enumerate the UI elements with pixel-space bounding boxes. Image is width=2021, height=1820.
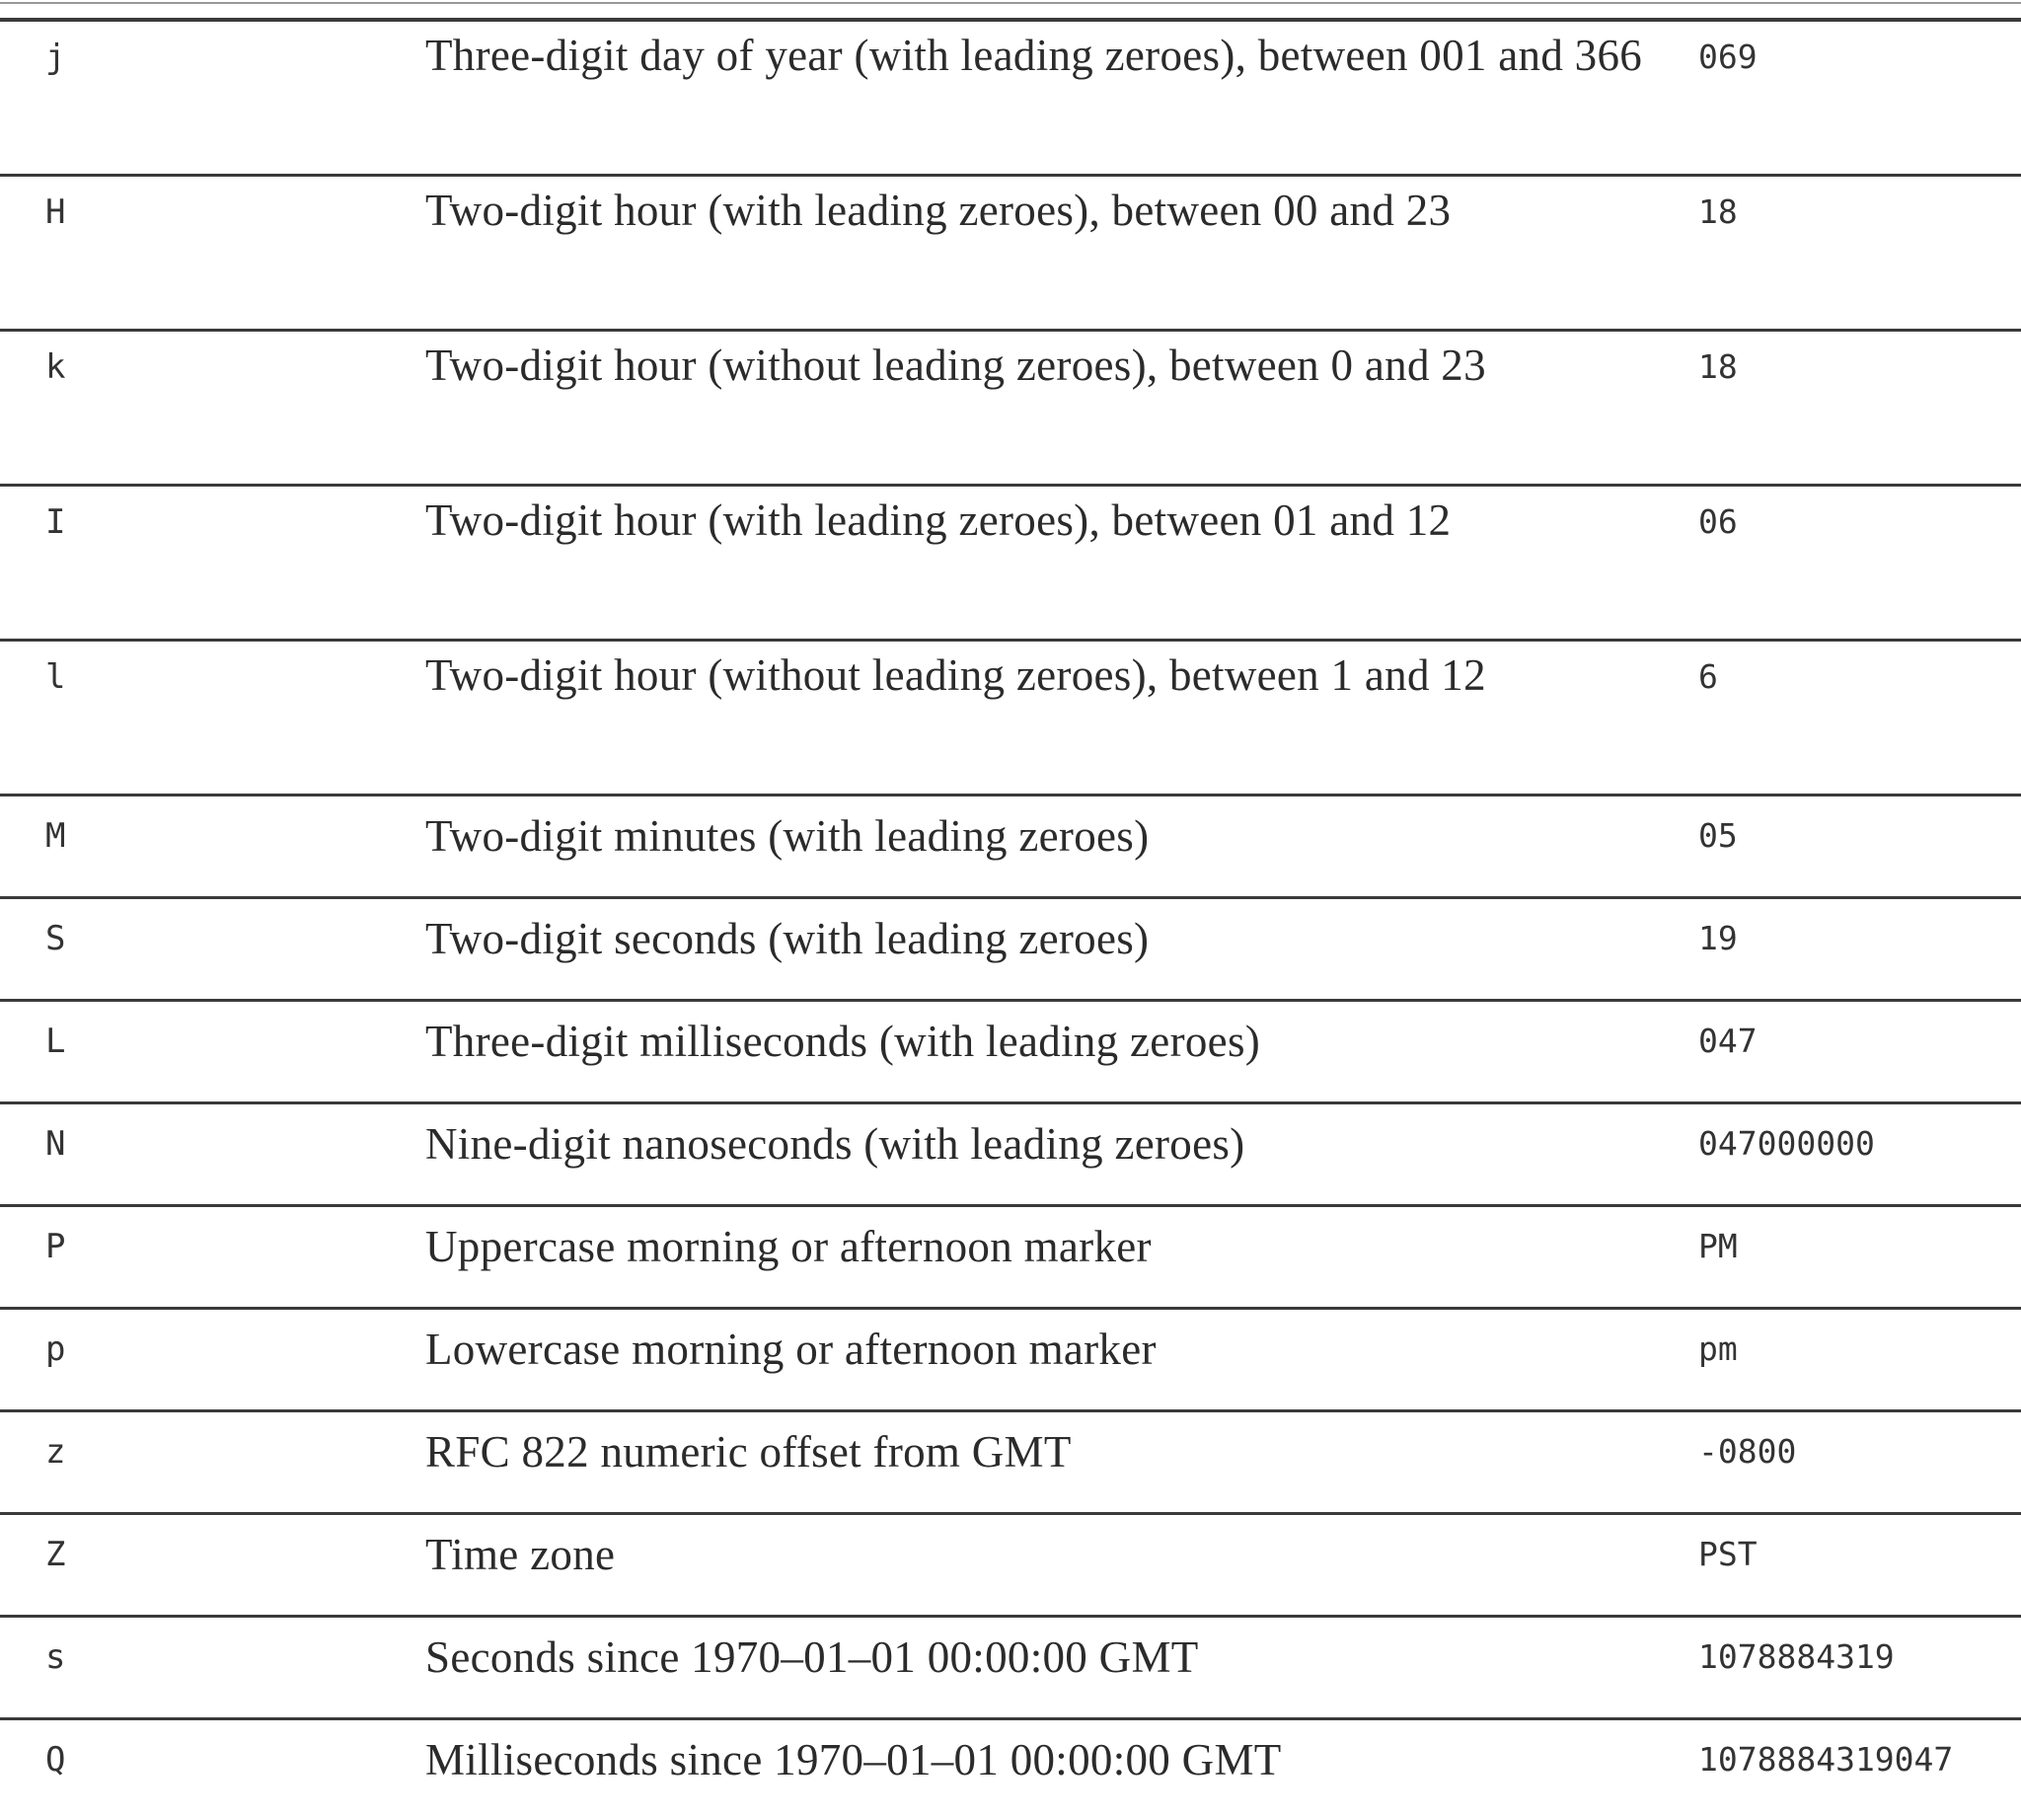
description-cell: Two-digit minutes (with leading zeroes) [425,796,1698,898]
example-cell: -0800 [1698,1411,2021,1514]
example-cell: 06 [1698,486,2021,641]
conversion-cell: H [0,176,425,331]
conversion-cell: p [0,1309,425,1411]
table-row [0,22,2021,176]
table-row [0,1719,2021,1820]
example-cell: 6 [1698,641,2021,796]
table-row [0,331,2021,486]
conversion-cell: Q [0,1719,425,1820]
table-row [0,1103,2021,1206]
table-row [0,1309,2021,1411]
table-row [0,1001,2021,1103]
description-cell: Two-digit hour (without leading zeroes), between 1 and 12 [425,641,1698,796]
description-cell: Nine-digit nanoseconds (with leading zeroes) [425,1103,1698,1206]
table-row [0,486,2021,641]
conversion-cell: L [0,1001,425,1103]
description-cell: Lowercase morning or afternoon marker [425,1309,1698,1411]
description-cell: Uppercase morning or afternoon marker [425,1206,1698,1309]
description-cell: Two-digit hour (with leading zeroes), between 01 and 12 [425,486,1698,641]
example-cell: pm [1698,1309,2021,1411]
table-row [0,641,2021,796]
example-cell: 19 [1698,898,2021,1001]
conversion-cell: j [0,22,425,176]
description-cell: Three-digit day of year (with leading zeroes), between 001 and 366 [425,22,1698,176]
example-cell: 18 [1698,331,2021,486]
table-row [0,796,2021,898]
conversion-cell: z [0,1411,425,1514]
conversion-cell: N [0,1103,425,1206]
example-cell: PST [1698,1514,2021,1617]
description-cell: Seconds since 1970–01–01 00:00:00 GMT [425,1617,1698,1719]
example-cell: 047 [1698,1001,2021,1103]
conversion-cell: I [0,486,425,641]
example-cell: 069 [1698,22,2021,176]
description-cell: Milliseconds since 1970–01–01 00:00:00 GMT [425,1719,1698,1820]
description-cell: Two-digit seconds (with leading zeroes) [425,898,1698,1001]
table-row [0,1514,2021,1617]
example-cell: 18 [1698,176,2021,331]
example-cell: 05 [1698,796,2021,898]
date-format-table [0,22,2021,1820]
table-row [0,1617,2021,1719]
description-cell: RFC 822 numeric offset from GMT [425,1411,1698,1514]
example-cell: 1078884319047 [1698,1719,2021,1820]
table-row [0,1206,2021,1309]
description-cell: Two-digit hour (without leading zeroes), between 0 and 23 [425,331,1698,486]
example-cell: 047000000 [1698,1103,2021,1206]
conversion-cell: l [0,641,425,796]
example-cell: 1078884319 [1698,1617,2021,1719]
description-cell: Time zone [425,1514,1698,1617]
conversion-cell: s [0,1617,425,1719]
conversion-cell: S [0,898,425,1001]
description-cell: Two-digit hour (with leading zeroes), between 00 and 23 [425,176,1698,331]
conversion-cell: M [0,796,425,898]
top-rule-thin [0,2,2021,4]
example-cell: PM [1698,1206,2021,1309]
conversion-cell: Z [0,1514,425,1617]
conversion-cell: P [0,1206,425,1309]
table-row [0,898,2021,1001]
description-cell: Three-digit milliseconds (with leading zeroes) [425,1001,1698,1103]
table-row [0,1411,2021,1514]
table-row [0,176,2021,331]
conversion-cell: k [0,331,425,486]
